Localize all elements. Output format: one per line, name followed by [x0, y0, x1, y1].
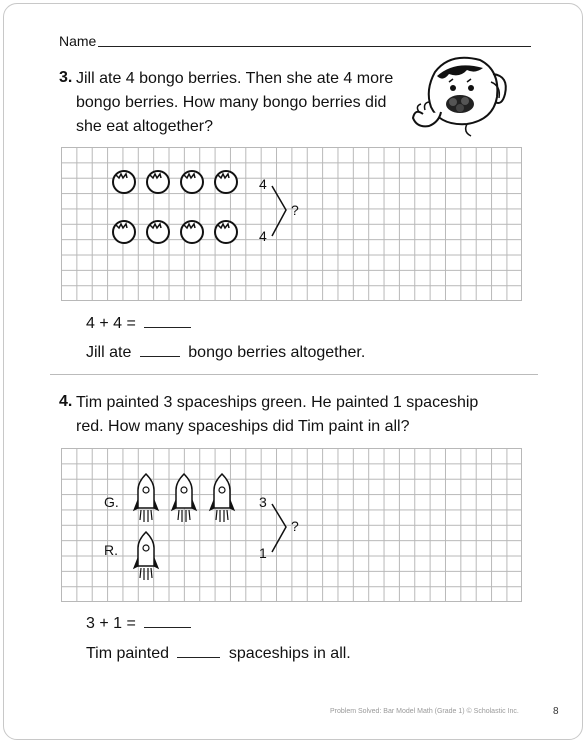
- bongo-berry-icon: [113, 221, 135, 243]
- bongo-berry-icon: [215, 221, 237, 243]
- q4-rocket-row-2: [134, 530, 164, 582]
- name-label: Name: [59, 33, 97, 49]
- bongo-berry-icon: [113, 171, 135, 193]
- bongo-berry-icon: [181, 171, 203, 193]
- q3-equation-answer-blank[interactable]: [144, 326, 191, 328]
- q4-number: 4.: [59, 393, 73, 410]
- q3-sentence-end: bongo berries altogether.: [188, 344, 366, 361]
- q4-row2-count: 1: [259, 545, 267, 561]
- q4-sentence-answer-blank[interactable]: [177, 656, 220, 658]
- q4-sentence-end: spaceships in all.: [228, 645, 351, 662]
- q3-row1-count: 4: [259, 176, 267, 192]
- spaceship-icon: [172, 474, 196, 522]
- spaceship-icon: [134, 474, 158, 522]
- footer-credit: Problem Solved: Bar Model Math (Grade 1) © Scholastic Inc.: [330, 708, 519, 715]
- q4-brace-label: ?: [291, 518, 299, 534]
- spaceship-icon: [210, 474, 234, 522]
- q4-row1-count: 3: [259, 494, 267, 510]
- spaceship-icon: [134, 532, 158, 580]
- q3-text: Jill ate 4 bongo berries. Then she ate 4 more bongo berries. How many bongo berries did she eat altogether?: [76, 70, 394, 135]
- q4-equation-answer-blank[interactable]: [144, 626, 191, 628]
- q4-equation: 3 + 1 =: [86, 615, 136, 632]
- q4-text: Tim painted 3 spaceships green. He painted 1 spaceship red. How many spaceships did Tim paint in all?: [76, 394, 479, 435]
- q3-brace-icon: [270, 184, 290, 238]
- q4-brace-icon: [270, 502, 290, 554]
- page-number: 8: [553, 706, 559, 717]
- q4-row1-label: G.: [104, 494, 119, 510]
- bongo-berry-icon: [147, 221, 169, 243]
- name-line[interactable]: [98, 46, 531, 47]
- girl-eating-berries-icon: [405, 52, 515, 136]
- section-divider: [50, 374, 538, 375]
- q3-equation: 4 + 4 =: [86, 315, 136, 332]
- q3-number: 3.: [59, 69, 73, 86]
- q4-sentence-start: Tim painted: [86, 645, 169, 662]
- q3-berry-row-1: [110, 166, 250, 196]
- q3-sentence-answer-blank[interactable]: [140, 355, 180, 357]
- q3-sentence-start: Jill ate: [86, 344, 132, 361]
- q4-rocket-row-1: [134, 472, 234, 524]
- bongo-berry-icon: [147, 171, 169, 193]
- q3-row2-count: 4: [259, 228, 267, 244]
- q4-row2-label: R.: [104, 542, 118, 558]
- bongo-berry-icon: [181, 221, 203, 243]
- bongo-berry-icon: [215, 171, 237, 193]
- q3-berry-row-2: [110, 216, 250, 246]
- q3-brace-label: ?: [291, 202, 299, 218]
